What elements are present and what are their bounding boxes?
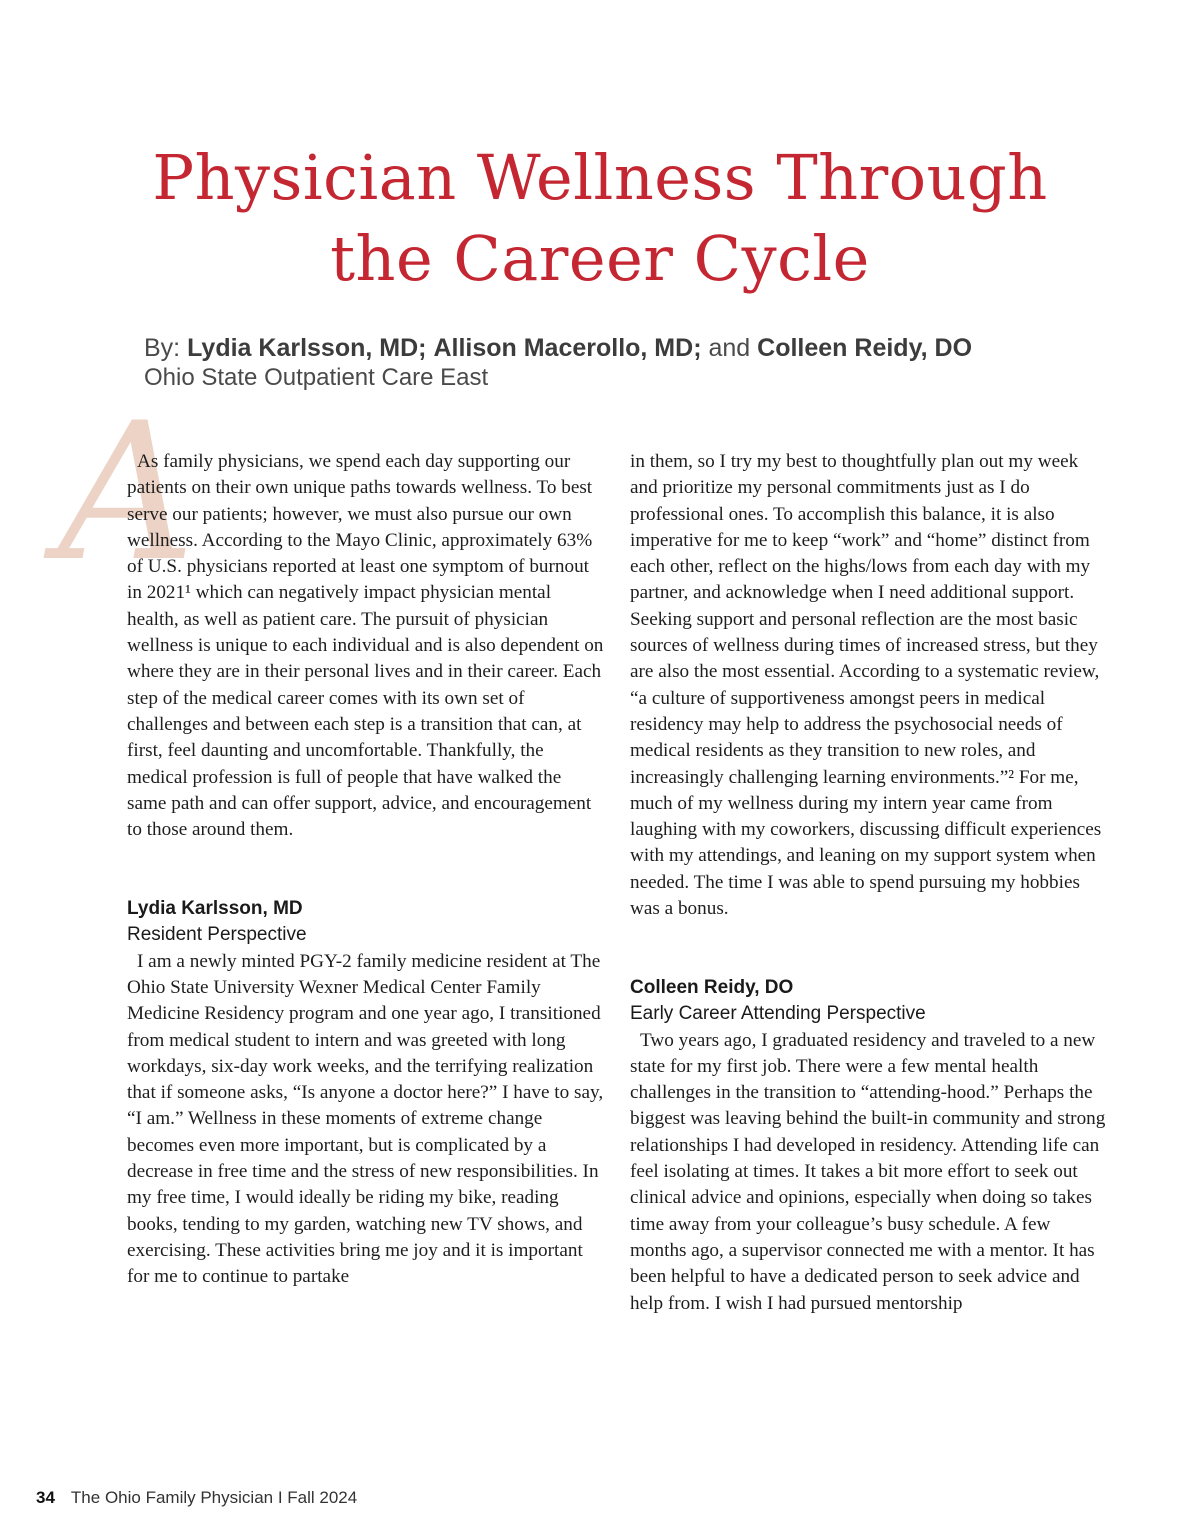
- publication-info: The Ohio Family Physician I Fall 2024: [70, 1488, 358, 1507]
- left-column: [127, 449, 605, 1291]
- by-label: By:: [144, 334, 181, 362]
- section-heading-reidy: Colleen Reidy, DO: [630, 976, 794, 998]
- section-heading-karlsson: Lydia Karlsson, MD: [127, 898, 303, 920]
- article-title: [0, 138, 1200, 299]
- section-subheading-resident: Resident Perspective: [127, 924, 307, 946]
- author-2: Allison Macerollo, MD;: [433, 334, 702, 362]
- section-subheading-attending: Early Career Attending Perspective: [630, 1003, 926, 1025]
- resident-paragraph-part-1: I am a newly minted PGY-2 family medicine resident at The Ohio State University Wexner Medical Center Family Medicine Residency program and one year ago, I transitioned from medical student to intern and was greeted with long workdays, six-day work weeks, and the terrifying realization that if someone asks, “Is anyone a doctor here?” I have to say, “I am.” Wellness in these moments of extreme change becomes even more important, but is complicated by a decrease in free time and the stress of new responsibilities. In my free time, I would ideally be riding my bike, reading books, tending to my garden, watching new TV shows, and exercising. These activities bring me joy and it is important for me to continue to partake: [127, 950, 604, 1288]
- author-1: Lydia Karlsson, MD;: [187, 334, 427, 362]
- resident-paragraph-part-2: in them, so I try my best to thoughtfully plan out my week and prioritize my personal commitments just as I do professional ones. To accomplish this balance, it is also imperative for me to keep “work” and “home” distinct from each other, reflect on the highs/lows from each day with my partner, and acknowledge when I need additional support. Seeking support and personal reflection are the most basic sources of wellness during times of increased stress, but they are also the most essential. According to a systematic review, “a culture of supportiveness amongst peers in medical residency may help to address the psychosocial needs of medical residents as they transition to new roles, and increasingly challenging learning environments.”² For me, much of my wellness during my intern year came from laughing with my coworkers, discussing difficult experiences with my attendings, and leaning on my support system when needed. The time I was able to spend pursuing my hobbies was a bonus.: [630, 451, 1102, 920]
- byline: [144, 333, 972, 363]
- title-line-1: Physician Wellness Through: [152, 141, 1048, 214]
- intro-paragraph: As family physicians, we spend each day supporting our patients on their own unique paths towards wellness. To best serve our patients; however, we must also pursue our own wellness. According to the Mayo Clinic, approximately 63% of U.S. physicians reported at least one symptom of burnout in 2021¹ which can negatively impact physician mental health, as well as patient care. The pursuit of physician wellness is unique to each individual and is also dependent on where they are in their personal lives and in their career. Each step of the medical career comes with its own set of challenges and between each step is a transition that can, at first, feel daunting and uncomfortable. Thankfully, the medical profession is full of people that have walked the same path and can offer support, advice, and encouragement to those around them.: [127, 451, 604, 841]
- page-number: 34: [36, 1488, 55, 1507]
- affiliation: Ohio State Outpatient Care East: [144, 364, 489, 391]
- title-line-2: the Career Cycle: [330, 221, 870, 295]
- right-column: [630, 449, 1108, 1317]
- page-footer: [36, 1488, 357, 1508]
- section-spacer: [630, 922, 1108, 975]
- section-spacer: [127, 843, 605, 896]
- and-label: and: [708, 334, 751, 362]
- decorative-drop-cap: A: [58, 382, 196, 603]
- author-3: Colleen Reidy, DO: [757, 334, 973, 362]
- attending-paragraph: Two years ago, I graduated residency and traveled to a new state for my first job. There were a few mental health challenges in the transition to “attending-hood.” Perhaps the biggest was leaving behind the built-in community and strong relationships I had developed in residency. Attending life can feel isolating at times. It takes a bit more effort to seek out clinical advice and opinions, especially when doing so takes time away from your colleague’s busy schedule. A few months ago, a supervisor connected me with a mentor. It has been helpful to have a dedicated person to seek advice and help from. I wish I had pursued mentorship: [630, 1029, 1106, 1314]
